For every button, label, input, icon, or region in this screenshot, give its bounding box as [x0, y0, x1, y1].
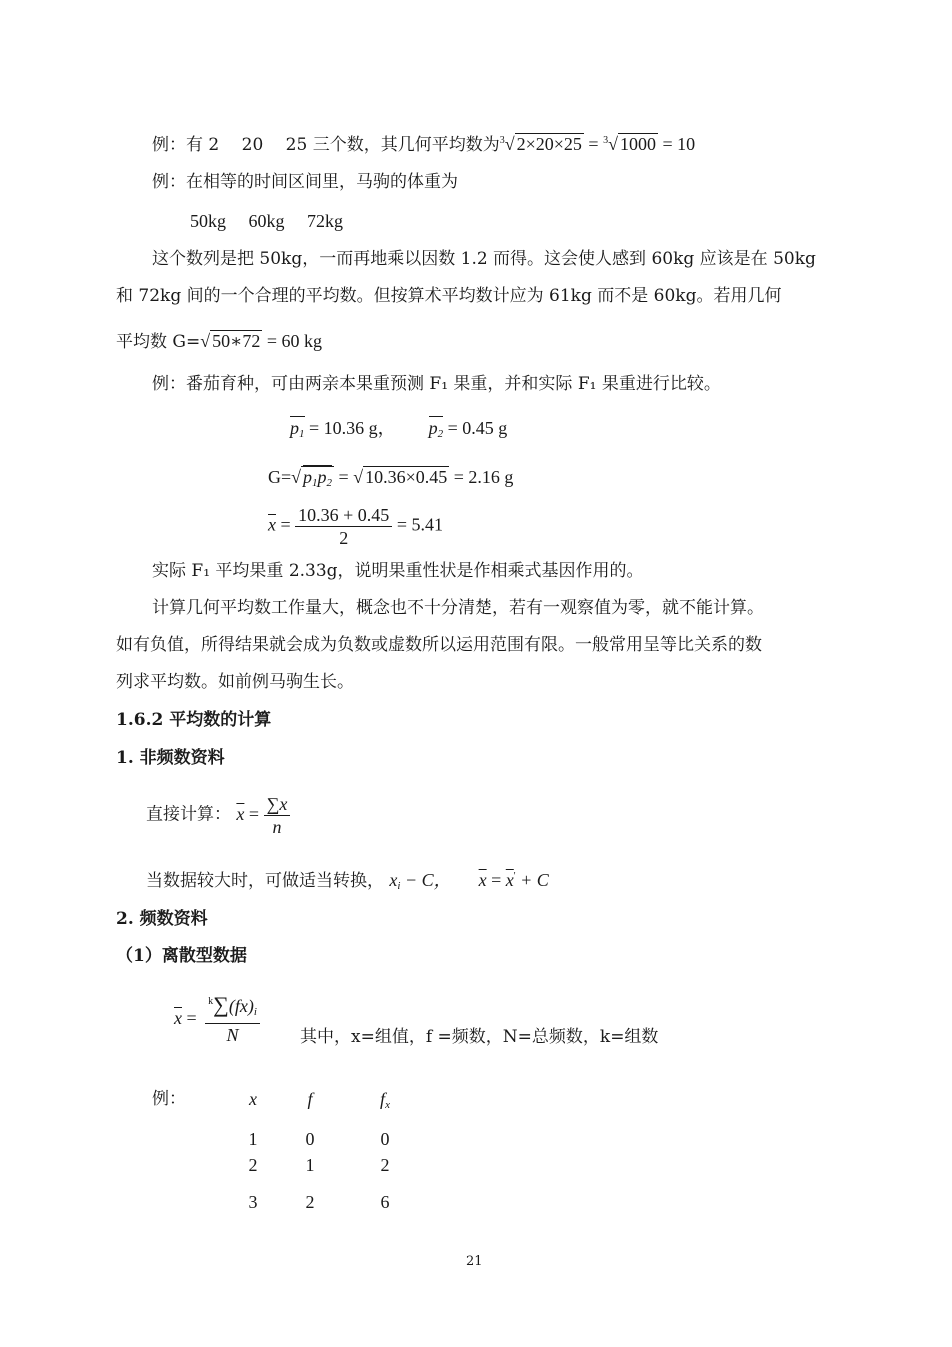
paragraph-line: 如有负值，所得结果就会成为负数或虚数所以运用范围有限。一般常用呈等比关系的数 — [116, 635, 762, 655]
table-cell: 2 — [248, 1155, 258, 1175]
example-label: 例： — [152, 1089, 186, 1109]
table-cell: 1 — [248, 1129, 258, 1149]
table-cell: 0 — [380, 1129, 390, 1149]
g-formula: G=√ $p_1p_2$ = √ 10.36×0.45 = 2.16 g — [268, 467, 514, 489]
table-header-fx: $f_x$ — [380, 1089, 390, 1111]
table-cell: 3 — [248, 1192, 258, 1212]
paragraph-line: 这个数列是把 50kg，一而再地乘以因数 1.2 而得。这会使人感到 60kg 应该是在 50kg — [152, 249, 816, 269]
frequency-note: 其中，x=组值，f =频数，N=总频数，k=组数 — [300, 1027, 659, 1047]
paragraph-line: 计算几何平均数工作量大，概念也不十分清楚，若有一观察值为零，就不能计算。 — [152, 598, 764, 618]
arithmetic-mean-formula: $\overline{x}$ = $\frac{10.36 + 0.45}{2}$ = 5.41 — [268, 505, 443, 548]
table-cell: 6 — [380, 1192, 390, 1212]
data-conversion: 当数据较大时，可做适当转换， $x_i - C$， $\overline{x} = \overline{x}' + C$ — [146, 870, 549, 892]
page-number: 21 — [466, 1254, 483, 1269]
geometric-mean-formula: 平均数 G=√ 50∗72 = 60 kg — [116, 331, 323, 352]
frequency-mean-formula: $\overline{x}$ = $\frac{^k\sum(fx)_i}{N}$ — [174, 994, 260, 1046]
paragraph-line: 列求平均数。如前例马驹生长。 — [116, 672, 354, 692]
example-geometric-mean: 例：有 2 20 25 三个数，其几何平均数为$^3$√ 2×20×25 = $^3$√ 1000 = 10 — [152, 134, 696, 155]
table-header-x: x — [249, 1089, 257, 1109]
direct-calculation: 直接计算： $\overline{x}$ = $\frac{\sum x}{n}$ — [146, 793, 290, 838]
table-cell: 1 — [305, 1155, 315, 1175]
weight-values: 50kg 60kg 72kg — [190, 211, 343, 231]
table-header-f: f — [307, 1089, 313, 1109]
subsection-heading: 1. 非频数资料 — [116, 748, 225, 768]
paragraph-line: 实际 F₁ 平均果重 2.33g，说明果重性状是作相乘式基因作用的。 — [152, 561, 644, 581]
table-cell: 2 — [305, 1192, 315, 1212]
tomato-example: 例：番茄育种，可由两亲本果重预测 F₁ 果重，并和实际 F₁ 果重进行比较。 — [152, 374, 721, 394]
subsection-heading: （1）离散型数据 — [116, 946, 247, 966]
table-cell: 2 — [380, 1155, 390, 1175]
section-heading: 1.6.2 平均数的计算 — [116, 710, 272, 730]
subsection-heading: 2. 频数资料 — [116, 909, 208, 929]
table-cell: 0 — [305, 1129, 315, 1149]
example-foal-weight: 例：在相等的时间区间里，马驹的体重为 — [152, 172, 458, 192]
paragraph-line: 和 72kg 间的一个合理的平均数。但按算术平均数计应为 61kg 而不是 60kg。若用几何 — [116, 286, 782, 306]
p-means: $p_1 = 10.36$ g， $p_2 = 0.45$ g — [290, 418, 508, 440]
